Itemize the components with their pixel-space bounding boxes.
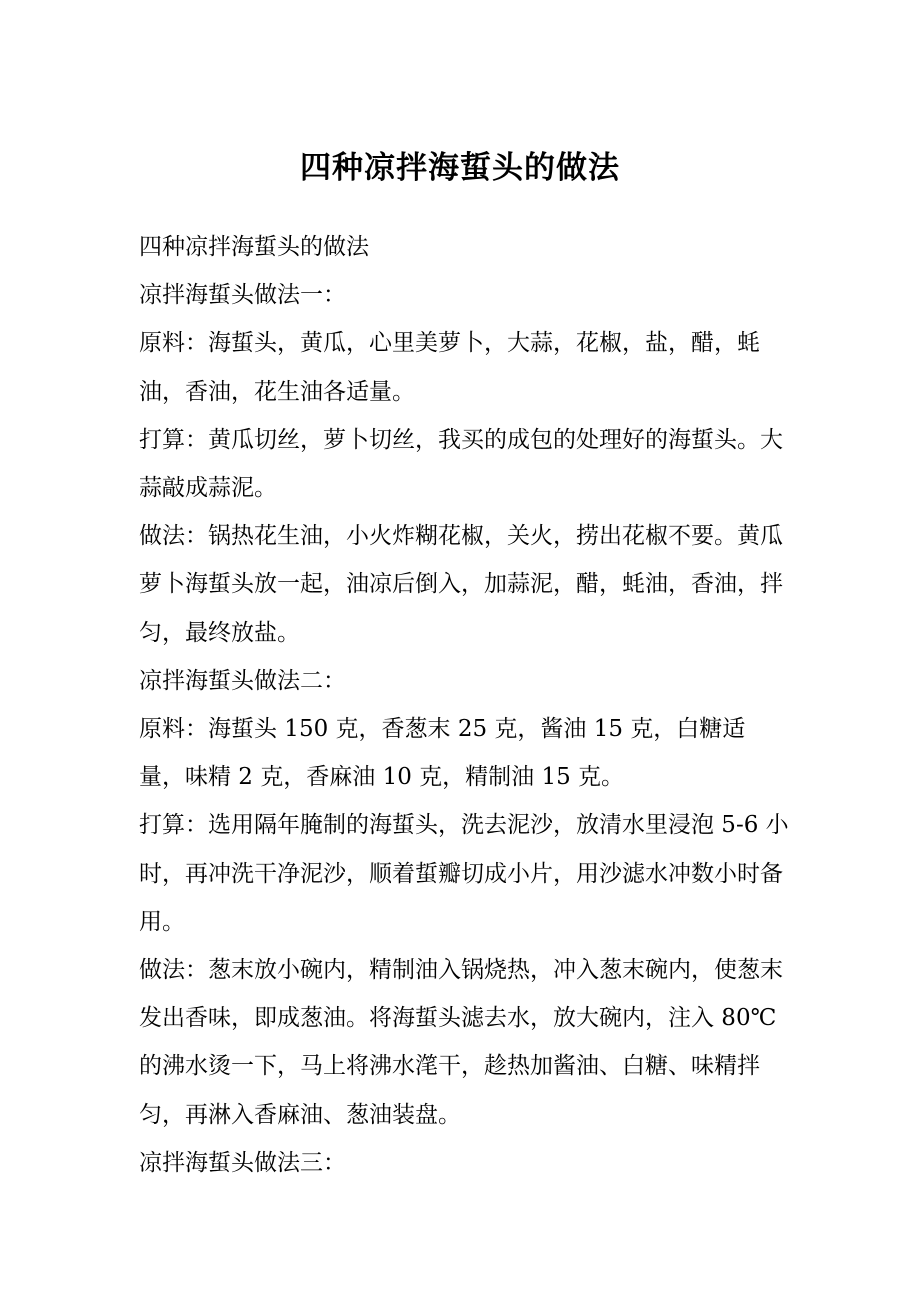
section-heading-method-1: 凉拌海蜇头做法一： [139, 282, 346, 309]
preparation-paragraph-1: 打算：黄瓜切丝，萝卜切丝，我买的成包的处理好的海蜇头。大蒜敲成蒜泥。 [139, 426, 783, 502]
section-heading-method-2: 凉拌海蜇头做法二： [139, 667, 346, 694]
document-body [139, 223, 789, 1187]
section-heading-method-3: 凉拌海蜇头做法三： [139, 1149, 346, 1176]
ingredients-paragraph-2: 原料：海蜇头 150 克，香葱末 25 克，酱油 15 克，白糖适量，味精 2 克，香麻油 10 克，精制油 15 克。 [139, 716, 746, 791]
document-title: 四种凉拌海蜇头的做法 [300, 150, 620, 186]
preparation-paragraph-2: 打算：选用隔年腌制的海蜇头，洗去泥沙，放清水里浸泡 5-6 小时，再冲洗干净泥沙，顺着蜇瓣切成小片，用沙滤水冲数小时备用。 [139, 812, 789, 935]
method-paragraph-2: 做法：葱末放小碗内，精制油入锅烧热，冲入葱末碗内，使葱末发出香味，即成葱油。将海蜇头滤去水，放大碗内，注入 80℃的沸水烫一下，马上将沸水滗干，趁热加酱油、白糖、味精拌匀，再淋入香麻油、葱油装盘。 [139, 957, 783, 1128]
ingredients-paragraph-1: 原料：海蜇头，黄瓜，心里美萝卜，大蒜，花椒，盐，醋，蚝油，香油，花生油各适量。 [139, 330, 760, 405]
subtitle-paragraph: 四种凉拌海蜇头的做法 [139, 234, 369, 260]
method-paragraph-1: 做法：锅热花生油，小火炸糊花椒，关火，捞出花椒不要。黄瓜萝卜海蜇头放一起，油凉后倒入，加蒜泥，醋，蚝油，香油，拌匀，最终放盐。 [139, 523, 783, 646]
